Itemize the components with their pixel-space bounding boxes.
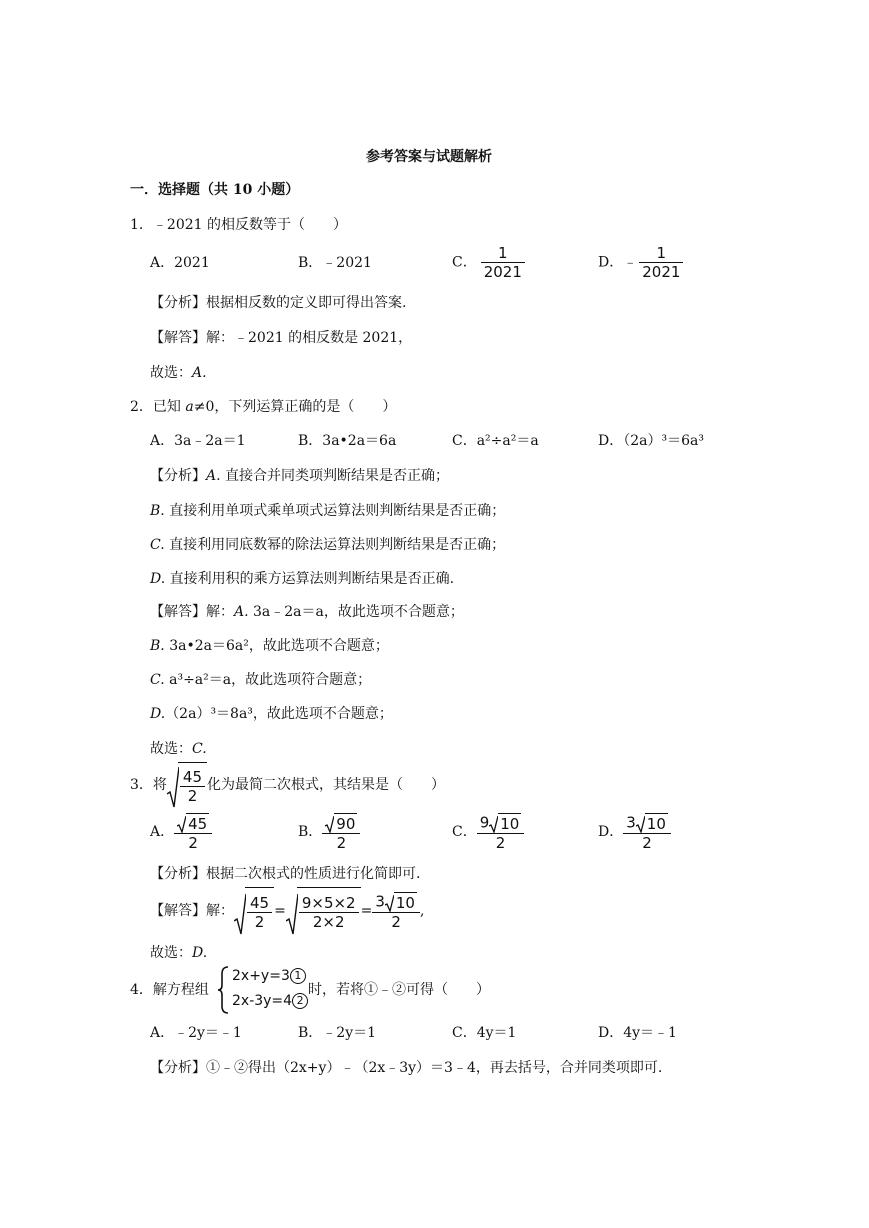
q2-option-a: A．3a﹣2a＝1	[150, 433, 246, 449]
q3-option-b: B． $\frac{90}{2}$	[298, 812, 360, 852]
q1-option-b: B．﹣2021	[298, 255, 372, 271]
q2-solution-c: C. a³÷a²＝a，故此选项符合题意；	[150, 672, 372, 688]
q3-analysis: 【分析】根据二次根式的性质进行化简即可.	[150, 866, 421, 882]
q1-choice: 故选：A.	[150, 365, 207, 381]
q1-option-c: C． $\frac{1}{2021}$	[452, 244, 525, 281]
q4-analysis: 【分析】①﹣②得出（2x+y）﹣（2x﹣3y）＝3﹣4，再去括号，合并同类项即可.	[150, 1060, 663, 1076]
q1-option-a: A．2021	[150, 255, 210, 271]
q4-option-d: D．4y＝﹣1	[598, 1025, 677, 1041]
q4-option-c: C．4y＝1	[452, 1025, 517, 1041]
section-heading: 一．选择题（共 10 小题）	[130, 182, 300, 198]
q4-equation-2: 2x-3y=4 2	[232, 992, 308, 1010]
q3-solution: 【解答】解： $\frac{45}{2}$ = $\frac{9\times 5\times 2}{2\times 2}$ = $\frac{3 10}{2}$ ,	[150, 887, 424, 935]
q1-stem: 1．﹣2021 的相反数等于（ ）	[130, 217, 347, 233]
q2-option-c: C．a²÷a²＝a	[452, 433, 539, 449]
q4-stem: 4．解方程组	[130, 982, 209, 998]
page-title: 参考答案与试题解析	[366, 149, 492, 165]
q4-left-brace	[217, 966, 229, 1014]
q4-stem-tail: 时，若将①﹣②可得（ ）	[308, 982, 490, 998]
q2-solution-a: 【解答】解：A. 3a﹣2a＝a，故此选项不合题意；	[150, 604, 464, 620]
q2-option-d: D．（2a）³＝6a³	[598, 433, 704, 449]
q2-solution-d: D.（2a）³＝8a³，故此选项不合题意；	[150, 706, 393, 722]
q4-equation-1: 2x+y=3 1	[232, 967, 306, 985]
q1-c-fraction: $\frac{1}{2021}$	[481, 244, 525, 281]
q1-d-fraction: $\frac{1}{2021}$	[639, 244, 683, 281]
q4-option-b: B．﹣2y＝1	[298, 1025, 377, 1041]
q3-option-a: A． $\frac{45}{2}$	[150, 812, 212, 852]
q2-analysis-a: 【分析】A. 直接合并同类项判断结果是否正确；	[150, 468, 450, 484]
q3-option-d: D． $\frac{3 10}{2}$	[598, 812, 671, 852]
q2-analysis-b: B. 直接利用单项式乘单项式运算法则判断结果是否正确；	[150, 503, 506, 519]
q3-stem-radical: $\frac{45}{2}$	[167, 762, 207, 808]
q1-option-d: D．﹣ $\frac{1}{2021}$	[598, 244, 683, 281]
q3-choice: 故选：D.	[150, 945, 208, 961]
q2-stem: 2．已知 a≠0，下列运算正确的是（ ）	[130, 399, 397, 415]
q3-option-c: C． $\frac{9 10}{2}$	[452, 812, 524, 852]
q4-option-a: A．﹣2y＝﹣1	[150, 1025, 242, 1041]
q3-stem: 3．将 $\frac{45}{2}$ 化为最简二次根式，其结果是（ ）	[130, 762, 445, 808]
q1-solution: 【解答】解：﹣2021 的相反数是 2021，	[150, 330, 413, 346]
q2-analysis-d: D. 直接利用积的乘方运算法则判断结果是否正确.	[150, 571, 455, 587]
q2-analysis-c: C. 直接利用同底数幂的除法运算法则判断结果是否正确；	[150, 537, 506, 553]
q2-solution-b: B. 3a•2a＝6a²，故此选项不合题意；	[150, 638, 389, 654]
q1-analysis: 【分析】根据相反数的定义即可得出答案.	[150, 295, 407, 311]
q2-choice: 故选：C.	[150, 741, 207, 757]
q2-option-b: B．3a•2a＝6a	[298, 433, 397, 449]
